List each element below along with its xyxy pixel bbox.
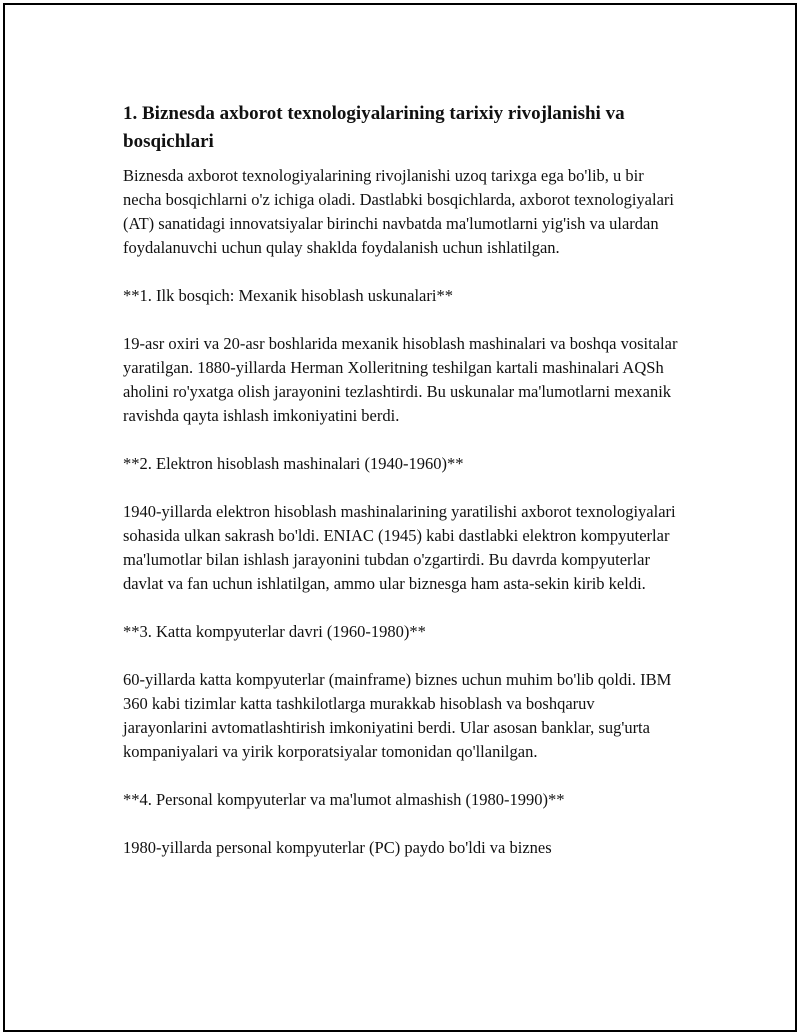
section-title-3: **3. Katta kompyuterlar davri (1960-1980)** bbox=[123, 622, 426, 641]
page-frame bbox=[3, 3, 797, 1032]
intro-paragraph: Biznesda axborot texnologiyalarining rivojlanishi uzoq tarixga ega bo'lib, u bir necha bosqichlarni o'z ichiga oladi. Dastlabki bosqichlarda, axborot texnologiyalari (AT) sanatidagi innovatsiyalar birinchi navbatda ma'lumotlarni yig'ish va ulardan foydalanuvchi uchun qulay shaklda foydalanish uchun ishlatilgan. bbox=[123, 166, 674, 257]
section-title-2: **2. Elektron hisoblash mashinalari (1940-1960)** bbox=[123, 454, 464, 473]
document-heading: 1. Biznesda axborot texnologiyalarining tarixiy rivojlanishi va bosqichlari bbox=[123, 103, 625, 152]
section-title-1: **1. Ilk bosqich: Mexanik hisoblash uskunalari** bbox=[123, 286, 453, 305]
section-paragraph-4: 1980-yillarda personal kompyuterlar (PC) paydo bo'ldi va biznes bbox=[123, 838, 552, 857]
section-title-4: **4. Personal kompyuterlar va ma'lumot almashish (1980-1990)** bbox=[123, 790, 565, 809]
section-paragraph-1: 19-asr oxiri va 20-asr boshlarida mexanik hisoblash mashinalari va boshqa vositalar yaratilgan. 1880-yillarda Herman Xolleritning teshilgan kartali mashinalari AQSh aholini ro'yxatga olish jarayonini tezlashtirdi. Bu uskunalar ma'lumotlarni mexanik ravishda qayta ishlash imkoniyatini berdi. bbox=[123, 334, 678, 425]
section-paragraph-3: 60-yillarda katta kompyuterlar (mainframe) biznes uchun muhim bo'lib qoldi. IBM 360 kabi tizimlar katta tashkilotlarga murakkab hisoblash va boshqaruv jarayonlarini avtomatlashtirish imkoniyatini berdi. Ular asosan banklar, sug'urta kompaniyalari va yirik korporatsiyalar tomonidan qo'llanilgan. bbox=[123, 670, 672, 761]
section-paragraph-2: 1940-yillarda elektron hisoblash mashinalarining yaratilishi axborot texnologiyalari sohasida ulkan sakrash bo'ldi. ENIAC (1945) kabi dastlabki elektron kompyuterlar ma'lumotlar bilan ishlash jarayonini tubdan o'zgartirdi. Bu davrda kompyuterlar davlat va fan uchun ishlatilgan, ammo ular biznesga ham asta-sekin kirib keldi. bbox=[123, 502, 676, 593]
document-body bbox=[123, 100, 683, 884]
